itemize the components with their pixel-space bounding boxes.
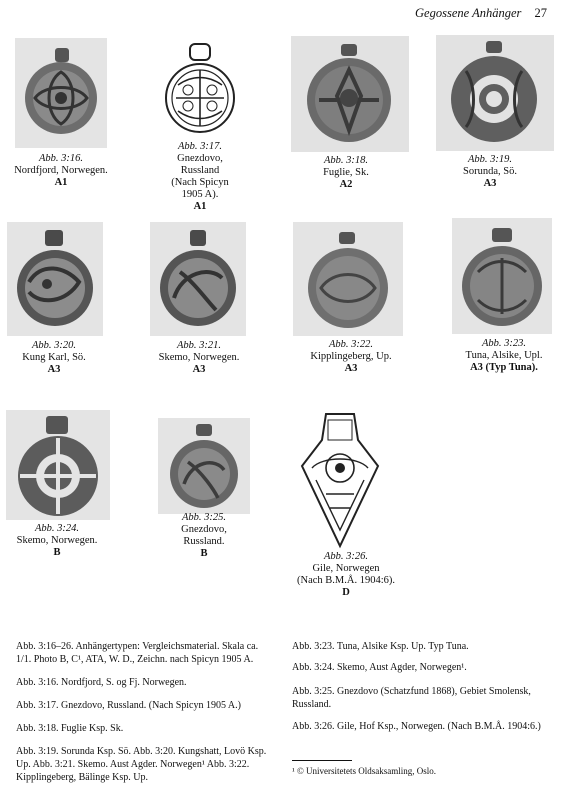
footnote-3-17: Abb. 3:17. Gnezdovo, Russland. (Nach Spicyn 1905 A.) bbox=[16, 700, 241, 711]
caption-3-21: Abb. 3:21. Skemo, Norwegen. A3 bbox=[158, 340, 240, 375]
pendant-photo-3-18 bbox=[291, 36, 409, 152]
footnote-rule bbox=[292, 760, 352, 761]
pendant-photo-3-24 bbox=[6, 410, 110, 520]
footnote-3-23: Abb. 3:23. Tuna, Alsike Ksp. Up. Typ Tuna. bbox=[292, 641, 469, 652]
running-title: Gegossene Anhänger bbox=[415, 6, 522, 20]
copyright-note: ¹ © Universitetets Oldsaksamling, Oslo. bbox=[292, 766, 437, 776]
caption-3-26: Abb. 3:26. Gile, Norwegen (Nach B.M.Å. 1904:6). D bbox=[297, 551, 395, 598]
page-header bbox=[415, 6, 547, 21]
caption-3-24: Abb. 3:24. Skemo, Norwegen. B bbox=[16, 523, 98, 558]
caption-3-25: Abb. 3:25. Gnezdovo, Russland. B bbox=[181, 512, 227, 559]
pendant-photo-3-20 bbox=[7, 222, 103, 336]
pendant-photo-3-23 bbox=[452, 218, 552, 334]
footnote-3-25: Abb. 3:25. Gnezdovo (Schatzfund 1868), Gebiet Smolensk, Russland. bbox=[292, 686, 531, 710]
caption-3-23: Abb. 3:23. Tuna, Alsike, Upl. A3 (Typ Tuna). bbox=[465, 338, 543, 373]
footnote-3-24: Abb. 3:24. Skemo, Aust Agder, Norwegen¹. bbox=[292, 662, 467, 673]
pendant-drawing-3-26 bbox=[296, 410, 384, 550]
pendant-photo-3-21 bbox=[150, 222, 246, 336]
caption-3-18: Abb. 3:18. Fuglie, Sk. A2 bbox=[323, 155, 369, 190]
caption-3-19: Abb. 3:19. Sorunda, Sö. A3 bbox=[463, 154, 517, 189]
footnote-3-16: Abb. 3:16. Nordfjord, S. og Fj. Norwegen. bbox=[16, 677, 187, 688]
footnote-general: Abb. 3:16–26. Anhängertypen: Vergleichsmaterial. Skala ca. 1/1. Photo B, C¹, ATA, W. D., Zeichn. nach Spicyn 1905 A. bbox=[16, 641, 259, 665]
pendant-photo-3-19 bbox=[436, 35, 554, 151]
footnote-3-18: Abb. 3:18. Fuglie Ksp. Sk. bbox=[16, 723, 124, 734]
page-number: 27 bbox=[534, 6, 547, 20]
caption-3-17: Abb. 3:17. Gnezdovo, Russland (Nach Spicyn 1905 A). A1 bbox=[171, 141, 229, 212]
pendant-drawing-3-17 bbox=[162, 40, 238, 140]
pendant-photo-3-25 bbox=[158, 418, 250, 514]
caption-3-22: Abb. 3:22. Kipplingeberg, Up. A3 bbox=[310, 339, 392, 374]
footnote-3-19-22: Abb. 3:19. Sorunda Ksp. Sö. Abb. 3:20. Kungshatt, Lovö Ksp. Up. Abb. 3:21. Skemo. Aust Agder. Norwegen¹ Abb. 3:22. Kipplingeberg, Bälinge Ksp. Up. bbox=[16, 746, 267, 783]
pendant-photo-3-22 bbox=[293, 222, 403, 336]
caption-3-20: Abb. 3:20. Kung Karl, Sö. A3 bbox=[22, 340, 86, 375]
footnote-3-26: Abb. 3:26. Gile, Hof Ksp., Norwegen. (Nach B.M.Å. 1904:6.) bbox=[292, 721, 541, 732]
caption-3-16: Abb. 3:16. Nordfjord, Norwegen. A1 bbox=[14, 153, 108, 188]
pendant-photo-3-16 bbox=[15, 38, 107, 148]
